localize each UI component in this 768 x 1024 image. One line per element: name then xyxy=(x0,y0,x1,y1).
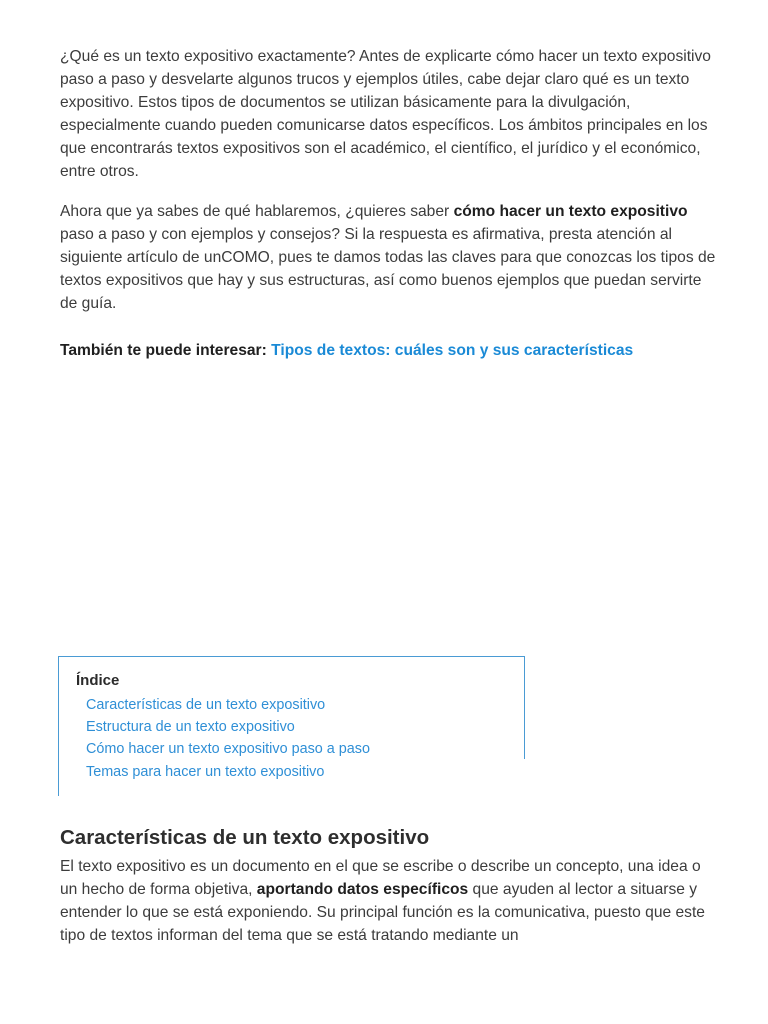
index-link-estructura[interactable]: Estructura de un texto expositivo xyxy=(86,719,295,735)
intro-paragraph-2-text-end: paso a paso y con ejemplos y consejos? Si la respuesta es afirmativa, presta atención al siguiente artículo de unCOMO, pues te damos todas las claves para que conozcas los tipos de textos expositivos que hay y sus estructuras, así como buenos ejemplos que puedan servirte de guía. xyxy=(60,226,716,312)
section-heading: Características de un texto expositivo xyxy=(60,826,430,849)
section-paragraph-text-start: El texto expositivo es un documento en el que se escribe o describe un concepto, una idea o un hecho de forma objetiva, xyxy=(60,858,701,898)
index-link-temas[interactable]: Temas para hacer un texto expositivo xyxy=(86,764,325,780)
index-box-top-border xyxy=(58,656,525,657)
related-article-link[interactable]: Tipos de textos: cuáles son y sus características xyxy=(271,342,634,359)
intro-paragraph-1: ¿Qué es un texto expositivo exactamente? Antes de explicarte cómo hacer un texto expositivo paso a paso y desvelarte algunos trucos y ejemplos útiles, cabe dejar claro qué es un texto expositivo. Estos tipos de documentos se utilizan básicamente para la divulgación, especialmente cuando pueden comunicarse datos específicos. Los ámbitos principales en los que encontrarás textos expositivos son el académico, el científico, el jurídico y el económico, entre otros. xyxy=(60,48,711,180)
related-label: También te puede interesar: xyxy=(60,342,267,359)
intro-paragraph-2-emphasis: cómo hacer un texto expositivo xyxy=(453,203,688,220)
intro-paragraph-2-text-start: Ahora que ya sabes de qué hablaremos, ¿quieres saber xyxy=(60,203,454,220)
index-link-como-hacer[interactable]: Cómo hacer un texto expositivo paso a paso xyxy=(86,741,370,757)
related-article xyxy=(60,339,740,362)
index-title: Índice xyxy=(76,672,120,689)
index-link-caracteristicas[interactable]: Características de un texto expositivo xyxy=(86,697,326,713)
intro-paragraph-2 xyxy=(60,200,720,315)
section-paragraph-text-end: que ayuden al lector a situarse y entender lo que se está exponiendo. Su principal función es la comunicativa, puesto que este tipo de textos informan del tema que se está tratando mediante un xyxy=(60,881,705,944)
index-box-left-border xyxy=(58,656,59,796)
index-box-right-border xyxy=(524,656,525,759)
section-paragraph xyxy=(60,855,720,947)
section-paragraph-emphasis: aportando datos específicos xyxy=(256,881,469,898)
